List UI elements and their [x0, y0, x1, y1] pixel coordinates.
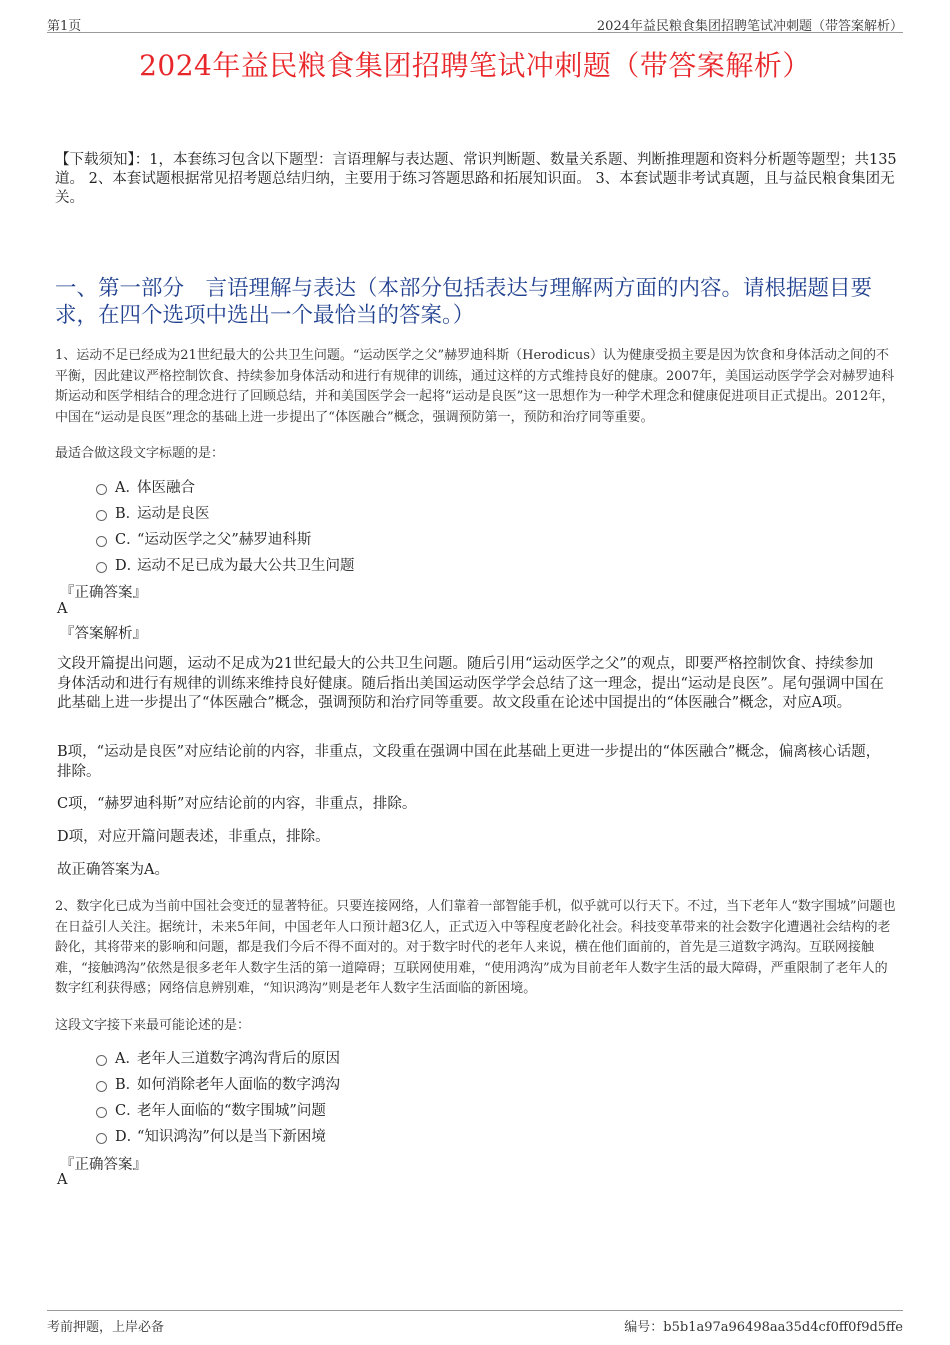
q2-option-b[interactable]: B． 如何消除老年人面临的数字鸿沟 [96, 1073, 340, 1094]
footer-serial: 编号：b5b1a97a96498aa35d4cf0ff0f9d5ffe [624, 1320, 903, 1335]
page-header [47, 14, 903, 33]
q1-answer-label: 『正确答案』 [60, 585, 147, 601]
q1-analysis-label: 『答案解析』 [60, 626, 147, 642]
radio-button-icon[interactable] [96, 484, 107, 495]
q1-analysis-paragraph: 故正确答案为A。 [57, 862, 169, 878]
download-notice: 【下载须知】：1，本套练习包含以下题型：言语理解与表达题、常识判断题、数量关系题、判断推理题和资料分析题等题型；共135道。 2、本套试题根据常见招考题总结归纳，主要用于练习答题思路和拓展知识面。 3、本套试题非考试真题，且与益民粮食集团无关。 [55, 152, 897, 206]
q1-answer: A [57, 601, 68, 617]
q1-analysis-paragraph: B项，“运动是良医”对应结论前的内容，非重点，文段重在强调中国在此基础上更进一步提出的“体医融合”概念，偏离核心话题，排除。 [57, 744, 881, 780]
q1-analysis-paragraph: 文段开篇提出问题，运动不足成为21世纪最大的公共卫生问题。随后引用“运动医学之父”的观点，即要严格控制饮食、持续参加身体活动和进行有规律的训练来维持良好健康。随后指出美国运动医学学会总结了这一理念，提出“运动是良医”。尾句强调中国在此基础上进一步提出了“体医融合”概念，强调预防和治疗同等重要。故文段重在论述中国提出的“体医融合”概念，对应A项。 [57, 656, 884, 711]
q2-option-c[interactable]: C． 老年人面临的“数字围城”问题 [96, 1099, 326, 1120]
radio-button-icon[interactable] [96, 1107, 107, 1118]
footer-slogan: 考前押题，上岸必备 [47, 1320, 165, 1335]
radio-button-icon[interactable] [96, 510, 107, 521]
radio-button-icon[interactable] [96, 1081, 107, 1092]
section-title: 一、第一部分 言语理解与表达（本部分包括表达与理解两方面的内容。请根据题目要求，在四个选项中选出一个最恰当的答案。） [55, 276, 873, 328]
q1-analysis-paragraph: C项，“赫罗迪科斯”对应结论前的内容，非重点，排除。 [57, 796, 417, 812]
page-number: 第1页 [47, 19, 82, 34]
radio-button-icon[interactable] [96, 1133, 107, 1144]
page-footer [47, 1310, 903, 1335]
question-1-prompt: 最适合做这段文字标题的是： [55, 446, 225, 461]
q2-answer: A [57, 1172, 68, 1188]
q1-option-d[interactable]: D． 运动不足已成为最大公共卫生问题 [96, 554, 355, 575]
q2-answer-label: 『正确答案』 [60, 1157, 147, 1173]
radio-button-icon[interactable] [96, 536, 107, 547]
q2-option-d[interactable]: D． “知识鸿沟”何以是当下新困境 [96, 1125, 326, 1146]
header-doc-title: 2024年益民粮食集团招聘笔试冲刺题（带答案解析） [596, 19, 903, 34]
radio-button-icon[interactable] [96, 562, 107, 573]
q2-option-a[interactable]: A． 老年人三道数字鸿沟背后的原因 [96, 1047, 340, 1068]
q1-option-b[interactable]: B． 运动是良医 [96, 502, 210, 523]
question-2-text: 2、数字化已成为当前中国社会变迁的显著特征。只要连接网络，人们靠着一部智能手机，似乎就可以行天下。不过，当下老年人“数字围城”问题也在日益引人关注。据统计，未来5年间，中国老年人口预计超3亿人，正式迈入中等程度老龄化社会。科技变革带来的社会数字化遭遇社会结构的老龄化，其将带来的影响和问题，都是我们今后不得不面对的。对于数字时代的老年人来说，横在他们面前的，首先是三道数字鸿沟。互联网接触难，“接触鸿沟”依然是很多老年人数字生活的第一道障碍；互联网使用难，“使用鸿沟”成为目前老年人数字生活的最大障碍，严重限制了老年人的数字红利获得感；网络信息辨别难，“知识鸿沟”则是老年人数字生活面临的新困境。 [55, 899, 896, 996]
q1-option-c[interactable]: C． “运动医学之父”赫罗迪科斯 [96, 528, 311, 549]
question-1-text: 1、运动不足已经成为21世纪最大的公共卫生问题。“运动医学之父”赫罗迪科斯（Herodicus）认为健康受损主要是因为饮食和身体活动之间的不平衡，因此建议严格控制饮食、持续参加身体活动和进行有规律的训练，通过这样的方式维持良好的健康。2007年，美国运动医学学会对赫罗迪科斯运动和医学相结合的理念进行了回顾总结，并和美国医学会一起将“运动是良医”这一思想作为一种学术理念和健康促进项目正式提出。2012年，中国在“运动是良医”理念的基础上进一步提出了“体医融合”概念，强调预防第一，预防和治疗同等重要。 [55, 348, 895, 425]
radio-button-icon[interactable] [96, 1055, 107, 1066]
q1-analysis-paragraph: D项，对应开篇问题表述，非重点，排除。 [57, 829, 330, 845]
q1-option-a[interactable]: A． 体医融合 [96, 476, 195, 497]
page-title: 2024年益民粮食集团招聘笔试冲刺题（带答案解析） [139, 49, 811, 82]
question-2-prompt: 这段文字接下来最可能论述的是： [55, 1018, 251, 1033]
